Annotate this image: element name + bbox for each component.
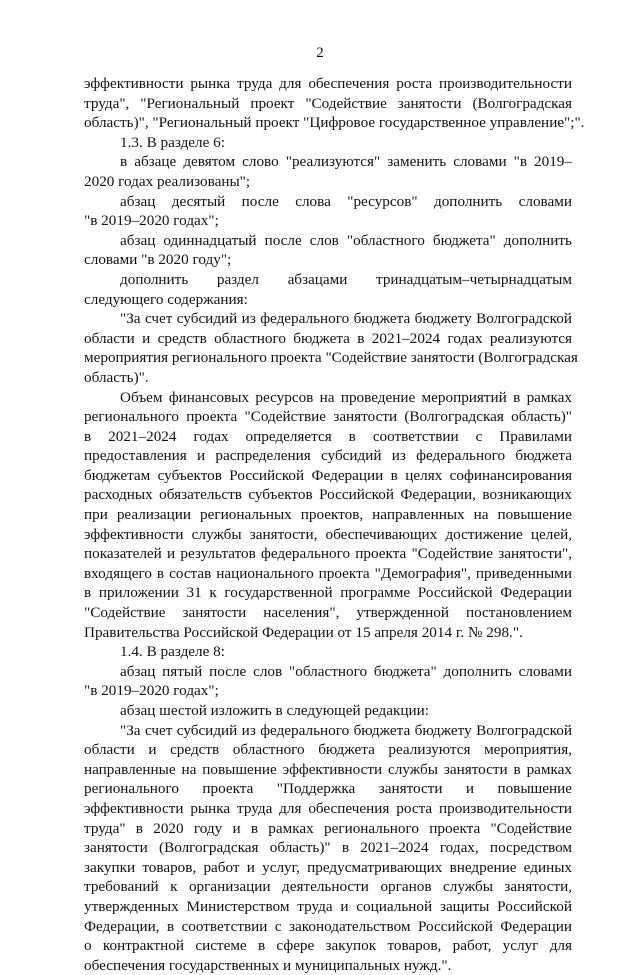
text-line: Объем финансовых ресурсов на проведение мероприятий в рамках xyxy=(120,388,572,406)
text-line: словами "в 2020 году"; xyxy=(84,251,232,269)
text-line: 1.3. В разделе 6: xyxy=(120,133,225,151)
text-line: в 2021–2024 годах определяется в соответствии с Правилами xyxy=(84,427,572,445)
text-line: мероприятия регионального проекта "Содействие занятости (Волгоградская xyxy=(84,349,578,367)
text-line: область)", "Региональный проект "Цифровое государственное управление";". xyxy=(84,114,585,132)
text-line: утвержденных Министерством труда и социальной защиты Российской xyxy=(84,897,572,915)
text-line: следующего содержания: xyxy=(84,290,248,308)
text-line: о контрактной системе в сфере закупок товаров, работ, услуг для xyxy=(84,937,572,955)
text-line: области и средств областного бюджета реализуются мероприятия, xyxy=(84,741,572,759)
text-line: "Содействие занятости населения", утвержденной постановлением xyxy=(84,604,572,622)
text-line: показателей и результатов федерального проекта "Содействие занятости", xyxy=(84,545,572,563)
text-line: 1.4. В разделе 8: xyxy=(120,643,225,661)
text-line: обеспечения государственных и муниципальных нужд.". xyxy=(84,956,452,974)
text-line: эффективности рынка труда для обеспечения роста производительности xyxy=(84,799,572,817)
text-line: регионального проекта "Поддержка занятости и повышение xyxy=(84,780,572,798)
text-line: Правительства Российской Федерации от 15 апреля 2014 г. № 298.". xyxy=(84,623,523,641)
text-line: 2020 годах реализованы"; xyxy=(84,172,251,190)
text-line: "За счет субсидий из федерального бюджета бюджету Волгоградской xyxy=(120,310,572,328)
text-line: требований к организации деятельности органов службы занятости, xyxy=(84,878,572,896)
text-line: "в 2019–2020 годах"; xyxy=(84,682,219,700)
text-line: в приложении 31 к государственной программе Российской Федерации xyxy=(84,584,572,602)
text-line: в абзаце девятом слово "реализуются" заменить словами "в 2019– xyxy=(120,153,572,171)
text-line: Федерации, в соответствии с законодательством Российской Федерации xyxy=(84,917,572,935)
text-line: эффективности рынка труда для обеспечения роста производительности xyxy=(84,75,572,92)
text-line: абзац одиннадцатый после слов "областного бюджета" дополнить xyxy=(120,231,572,249)
text-line: эффективности службы занятости, обеспечивающих достижение целей, xyxy=(84,525,572,543)
text-line: направленные на повышение эффективности службы занятости в рамках xyxy=(84,760,572,778)
text-line: закупки товаров, работ и услуг, предусматривающих внедрение единых xyxy=(84,858,572,876)
text-line: абзац пятый после слов "областного бюджета" дополнить словами xyxy=(120,662,572,680)
text-line: входящего в состав национального проекта "Демография", приведенными xyxy=(84,564,572,582)
text-line: абзац десятый после слова "ресурсов" дополнить словами xyxy=(120,192,572,210)
text-line: область)". xyxy=(84,368,149,386)
text-line: дополнить раздел абзацами тринадцатым–четырнадцатым xyxy=(120,270,572,288)
page-number: 2 xyxy=(316,45,324,61)
text-line: труда", "Региональный проект "Содействие занятости (Волгоградская xyxy=(84,94,572,112)
text-line: расходных обязательств субъектов Российской Федерации, возникающих xyxy=(84,486,572,504)
text-line: бюджетам субъектов Российской Федерации в целях софинансирования xyxy=(84,466,572,484)
text-line: абзац шестой изложить в следующей редакции: xyxy=(120,702,429,719)
text-line: при реализации региональных проектов, направленных на повышение xyxy=(84,506,572,524)
text-line: "в 2019–2020 годах"; xyxy=(84,212,219,230)
text-line: труда" в 2020 году и в рамках регионального проекта "Содействие xyxy=(84,819,572,837)
text-line: регионального проекта "Содействие занятости (Волгоградская область)" xyxy=(84,408,572,426)
document-body xyxy=(84,74,585,975)
text-line: "За счет субсидий из федерального бюджета бюджету Волгоградской xyxy=(120,721,572,739)
text-line: области и средств областного бюджета в 2021–2024 годах реализуются xyxy=(84,329,572,347)
text-line: занятости (Волгоградская область)" в 2021–2024 годах, посредством xyxy=(84,839,572,857)
text-line: предоставления и распределения субсидий из федерального бюджета xyxy=(84,447,572,465)
